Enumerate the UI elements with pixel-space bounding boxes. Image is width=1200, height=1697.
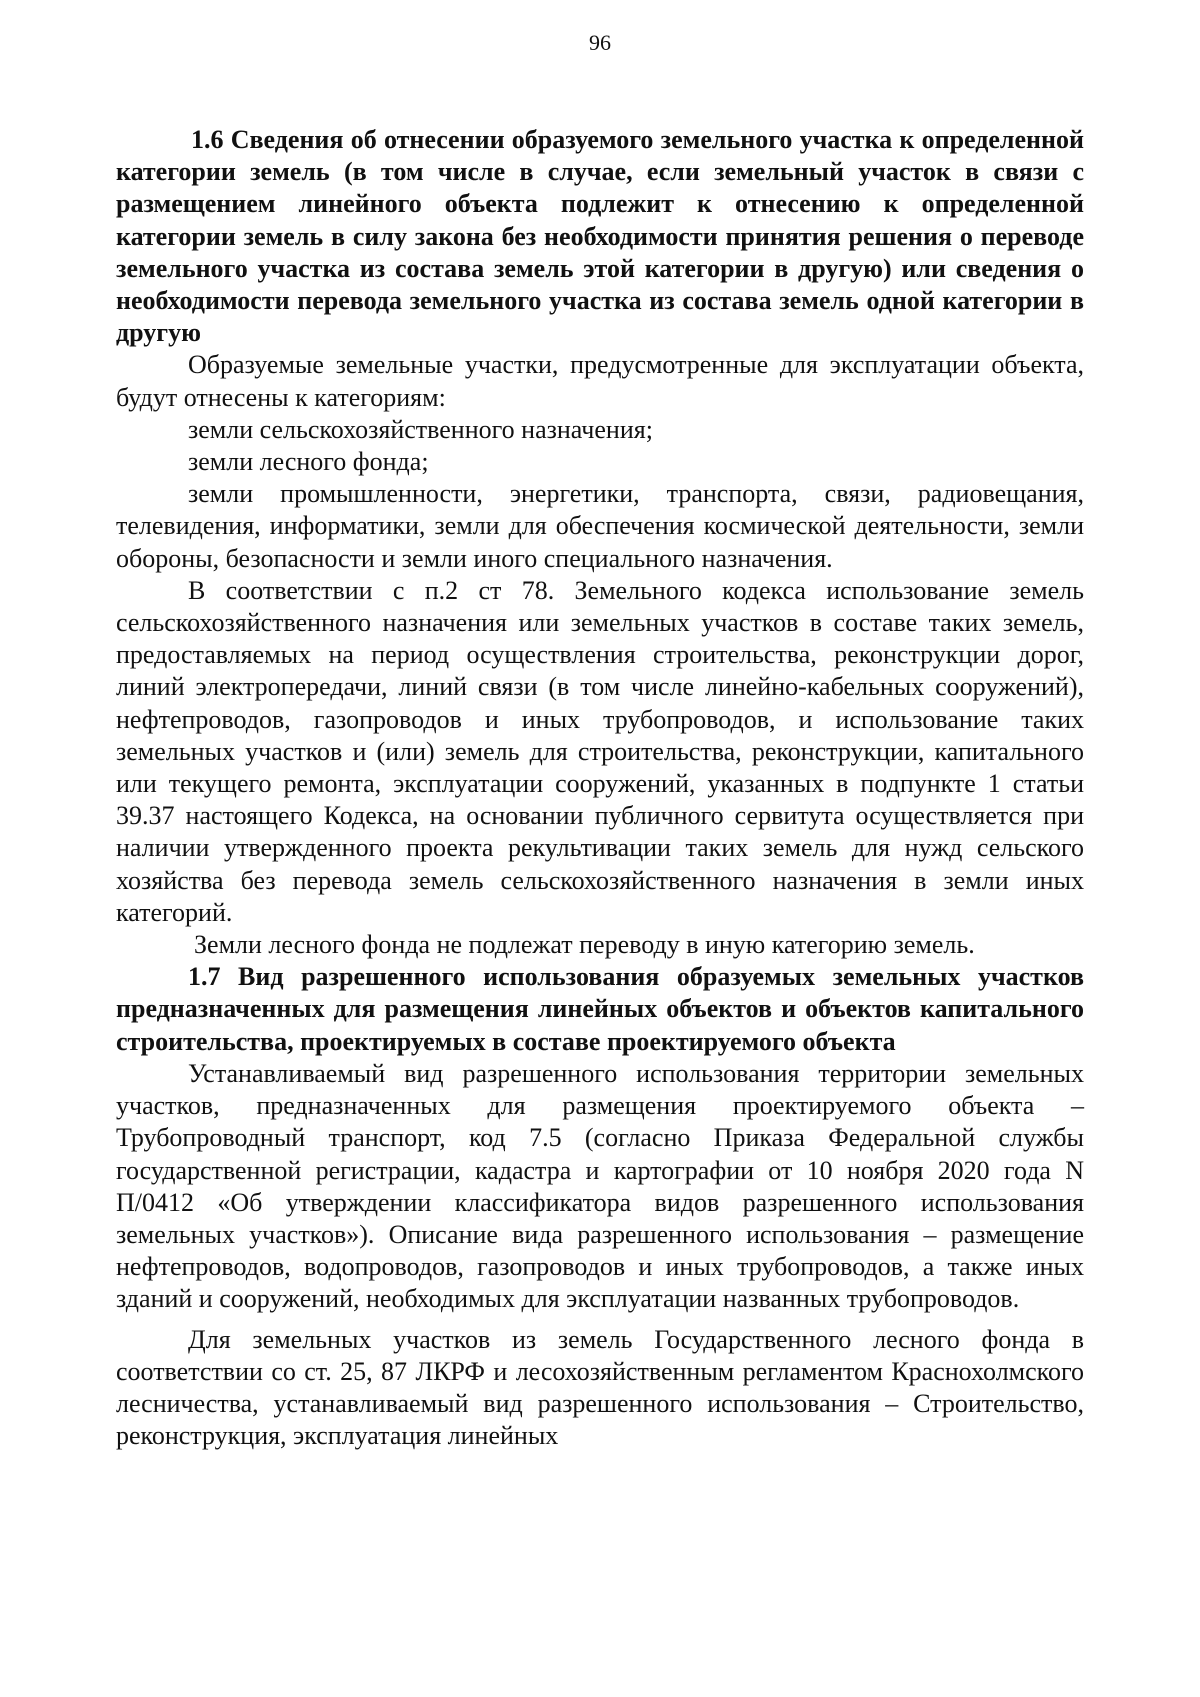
category-item-forest: земли лесного фонда; — [188, 447, 429, 477]
section-1-7-heading: 1.7 Вид разрешенного использования образуемых земельных участков предназначенных для размещения линейных объектов и объектов капитального строительства, проектируемых в составе проектируемого объекта — [116, 962, 1084, 1056]
document-body — [116, 124, 1084, 1452]
permitted-use-paragraph: Устанавливаемый вид разрешенного использования территории земельных участков, предназначенных для размещения проектируемого объекта – Трубопроводный транспорт, код 7.5 (согласно Приказа Федеральной службы государственной регистрации, кадастра и картографии от 10 ноября 2020 года N П/0412 «Об утверждении классификатора видов разрешенного использования земельных участков»). Описание вида разрешенного использования – размещение нефтепроводов, водопроводов, газопроводов и иных трубопроводов, а также иных зданий и сооружений, необходимых для эксплуатации названных трубопроводов. — [116, 1058, 1084, 1314]
section-1-6-intro: Образуемые земельные участки, предусмотренные для эксплуатации объекта, будут отнесены к категориям: — [116, 350, 1084, 412]
land-code-paragraph: В соответствии с п.2 ст 78. Земельного кодекса использование земель сельскохозяйственного назначения или земельных участков в составе таких земель, предоставляемых на период осуществления строительства, реконструкции дорог, линий электропередачи, линий связи (в том числе линейно-кабельных сооружений), нефтепроводов, газопроводов и иных трубопроводов, и использование таких земельных участков и (или) земель для строительства, реконструкции, капитального или текущего ремонта, эксплуатации сооружений, указанных в подпункте 1 статьи 39.37 настоящего Кодекса, на основании публичного сервитута осуществляется при наличии утвержденного проекта рекультивации таких земель для нужд сельского хозяйства без перевода земель сельскохозяйственного назначения в земли иных категорий. — [116, 575, 1084, 927]
category-item-agricultural: земли сельскохозяйственного назначения; — [188, 414, 653, 444]
page-number: 96 — [589, 30, 611, 55]
forest-land-paragraph: Земли лесного фонда не подлежат переводу в иную категорию земель. — [194, 930, 975, 960]
category-item-industrial: земли промышленности, энергетики, транспорта, связи, радиовещания, телевидения, информатики, земли для обеспечения космической деятельности, земли обороны, безопасности и земли иного специального назначения. — [116, 479, 1084, 573]
forest-fund-paragraph: Для земельных участков из земель Государственного лесного фонда в соответствии со ст. 25, 87 ЛКРФ и лесохозяйственным регламентом Краснохолмского лесничества, устанавливаемый вид разрешенного использования – Строительство, реконструкция, эксплуатация линейных — [116, 1324, 1084, 1451]
section-1-6-heading: 1.6 Сведения об отнесении образуемого земельного участка к определенной категории земель (в том числе в случае, если земельный участок в связи с размещением линейного объекта подлежит к отнесению к определенной категории земель в силу закона без необходимости принятия решения о переводе земельного участка из состава земель этой категории в другую) или сведения о необходимости перевода земельного участка из состава земель одной категории в другую — [116, 125, 1084, 348]
